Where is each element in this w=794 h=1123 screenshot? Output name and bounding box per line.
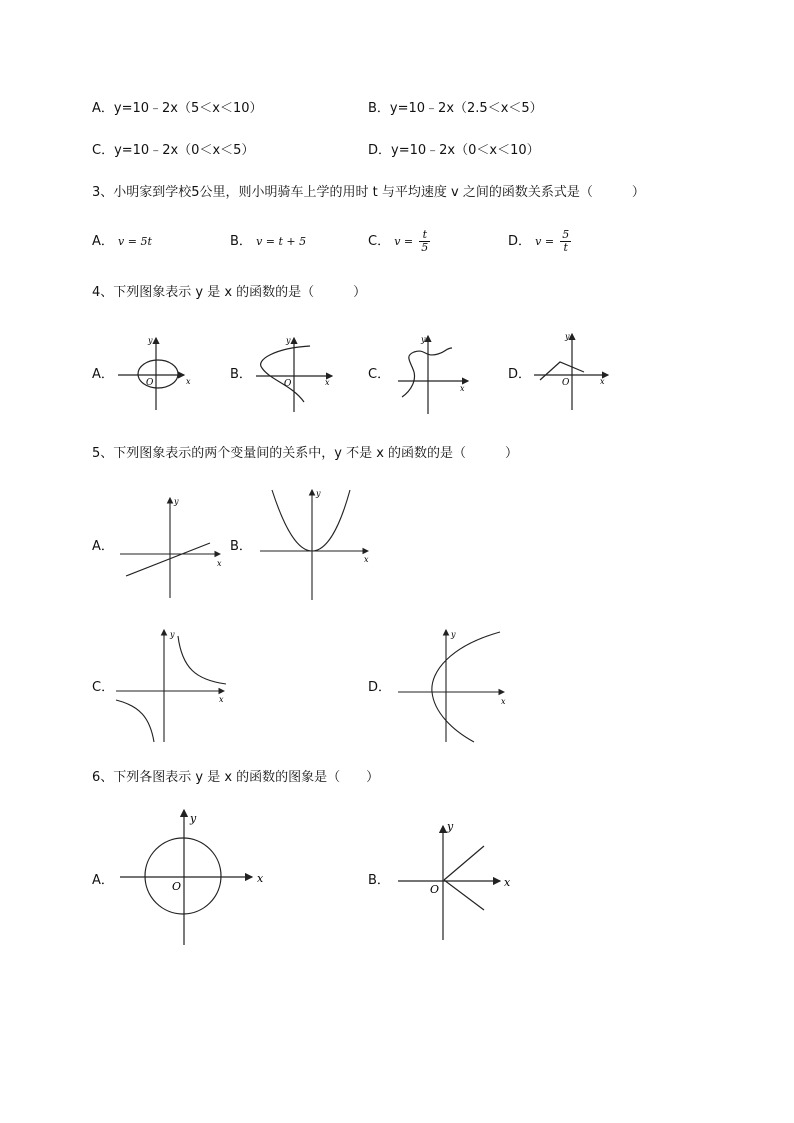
axis-y-label: y — [451, 630, 456, 639]
q4-letter-d: D． — [508, 367, 532, 382]
q4-letter-c: C． — [368, 367, 391, 382]
axis-x-label: x — [217, 559, 222, 568]
option-letter: A． — [92, 101, 114, 116]
axis-x-label: x — [501, 697, 506, 706]
axis-x-label: x — [325, 378, 330, 387]
axis-y-label: y — [170, 630, 175, 639]
denominator: t — [563, 241, 568, 254]
option-letter: B． — [368, 101, 390, 116]
q5-letter-b: B． — [230, 539, 252, 554]
q5-letter-c: C． — [92, 680, 115, 695]
axis-x-label: x — [257, 872, 264, 885]
q5-letter-d: D． — [368, 680, 392, 695]
origin-label: O — [284, 379, 292, 389]
option-formula: v = — [535, 235, 555, 248]
numerator: t — [419, 229, 430, 242]
q6-letter-b: B． — [368, 873, 390, 888]
axis-x-label: x — [600, 377, 605, 386]
option-letter: D． — [508, 234, 532, 249]
origin-label: O — [562, 378, 570, 388]
option-letter: C． — [92, 143, 115, 158]
q6-letter-a: A． — [92, 873, 114, 888]
numerator: 5 — [562, 228, 570, 241]
q4-letter-b: B． — [230, 367, 252, 382]
axis-x-label: x — [460, 384, 465, 393]
axis-y-label: y — [286, 336, 291, 345]
origin-label: O — [172, 880, 182, 893]
axis-x-label: x — [364, 555, 369, 564]
option-letter: C． — [368, 234, 391, 249]
axis-y-label: y — [565, 332, 570, 341]
q5-stem: 5、下列图象表示的两个变量间的关系中，y 不是 x 的函数的是（ ） — [92, 446, 519, 461]
option-text: y=10﹣2x（5＜x＜10） — [113, 101, 263, 116]
option-formula: v = t + 5 — [256, 235, 307, 248]
option-letter: A． — [92, 234, 114, 249]
axis-y-label: y — [190, 812, 197, 825]
q3-stem: 3、小明家到学校5公里，则小明骑车上学的用时 t 与平均速度 v 之间的函数关系式是（ ） — [92, 185, 645, 200]
axis-y-label: y — [316, 489, 321, 498]
option-letter: D． — [368, 143, 392, 158]
q5-letter-a: A． — [92, 539, 114, 554]
axis-x-label: x — [219, 695, 224, 704]
origin-label: O — [146, 378, 154, 388]
option-letter: B． — [230, 234, 252, 249]
q4-stem: 4、下列图象表示 y 是 x 的函数的是（ ） — [92, 285, 367, 300]
q6-graph-a — [120, 810, 252, 945]
q6-graph-b — [398, 826, 500, 940]
q6-stem: 6、下列各图表示 y 是 x 的函数的图象是（ ） — [92, 770, 380, 785]
option-formula: v = 5t — [118, 235, 152, 248]
axis-y-label: y — [174, 497, 179, 506]
q4-letter-a: A． — [92, 367, 114, 382]
axis-y-label: y — [421, 335, 426, 344]
axis-y-label: y — [148, 336, 153, 345]
option-text: y=10﹣2x（0＜x＜10） — [391, 143, 540, 158]
denominator: 5 — [421, 241, 429, 254]
option-text: y=10﹣2x（0＜x＜5） — [114, 143, 255, 158]
axis-y-label: y — [447, 820, 454, 833]
axis-x-label: x — [186, 377, 191, 386]
option-formula: v = — [394, 235, 414, 248]
axis-x-label: x — [504, 876, 511, 889]
option-text: y=10﹣2x（2.5＜x＜5） — [389, 101, 543, 116]
origin-label: O — [430, 883, 440, 896]
